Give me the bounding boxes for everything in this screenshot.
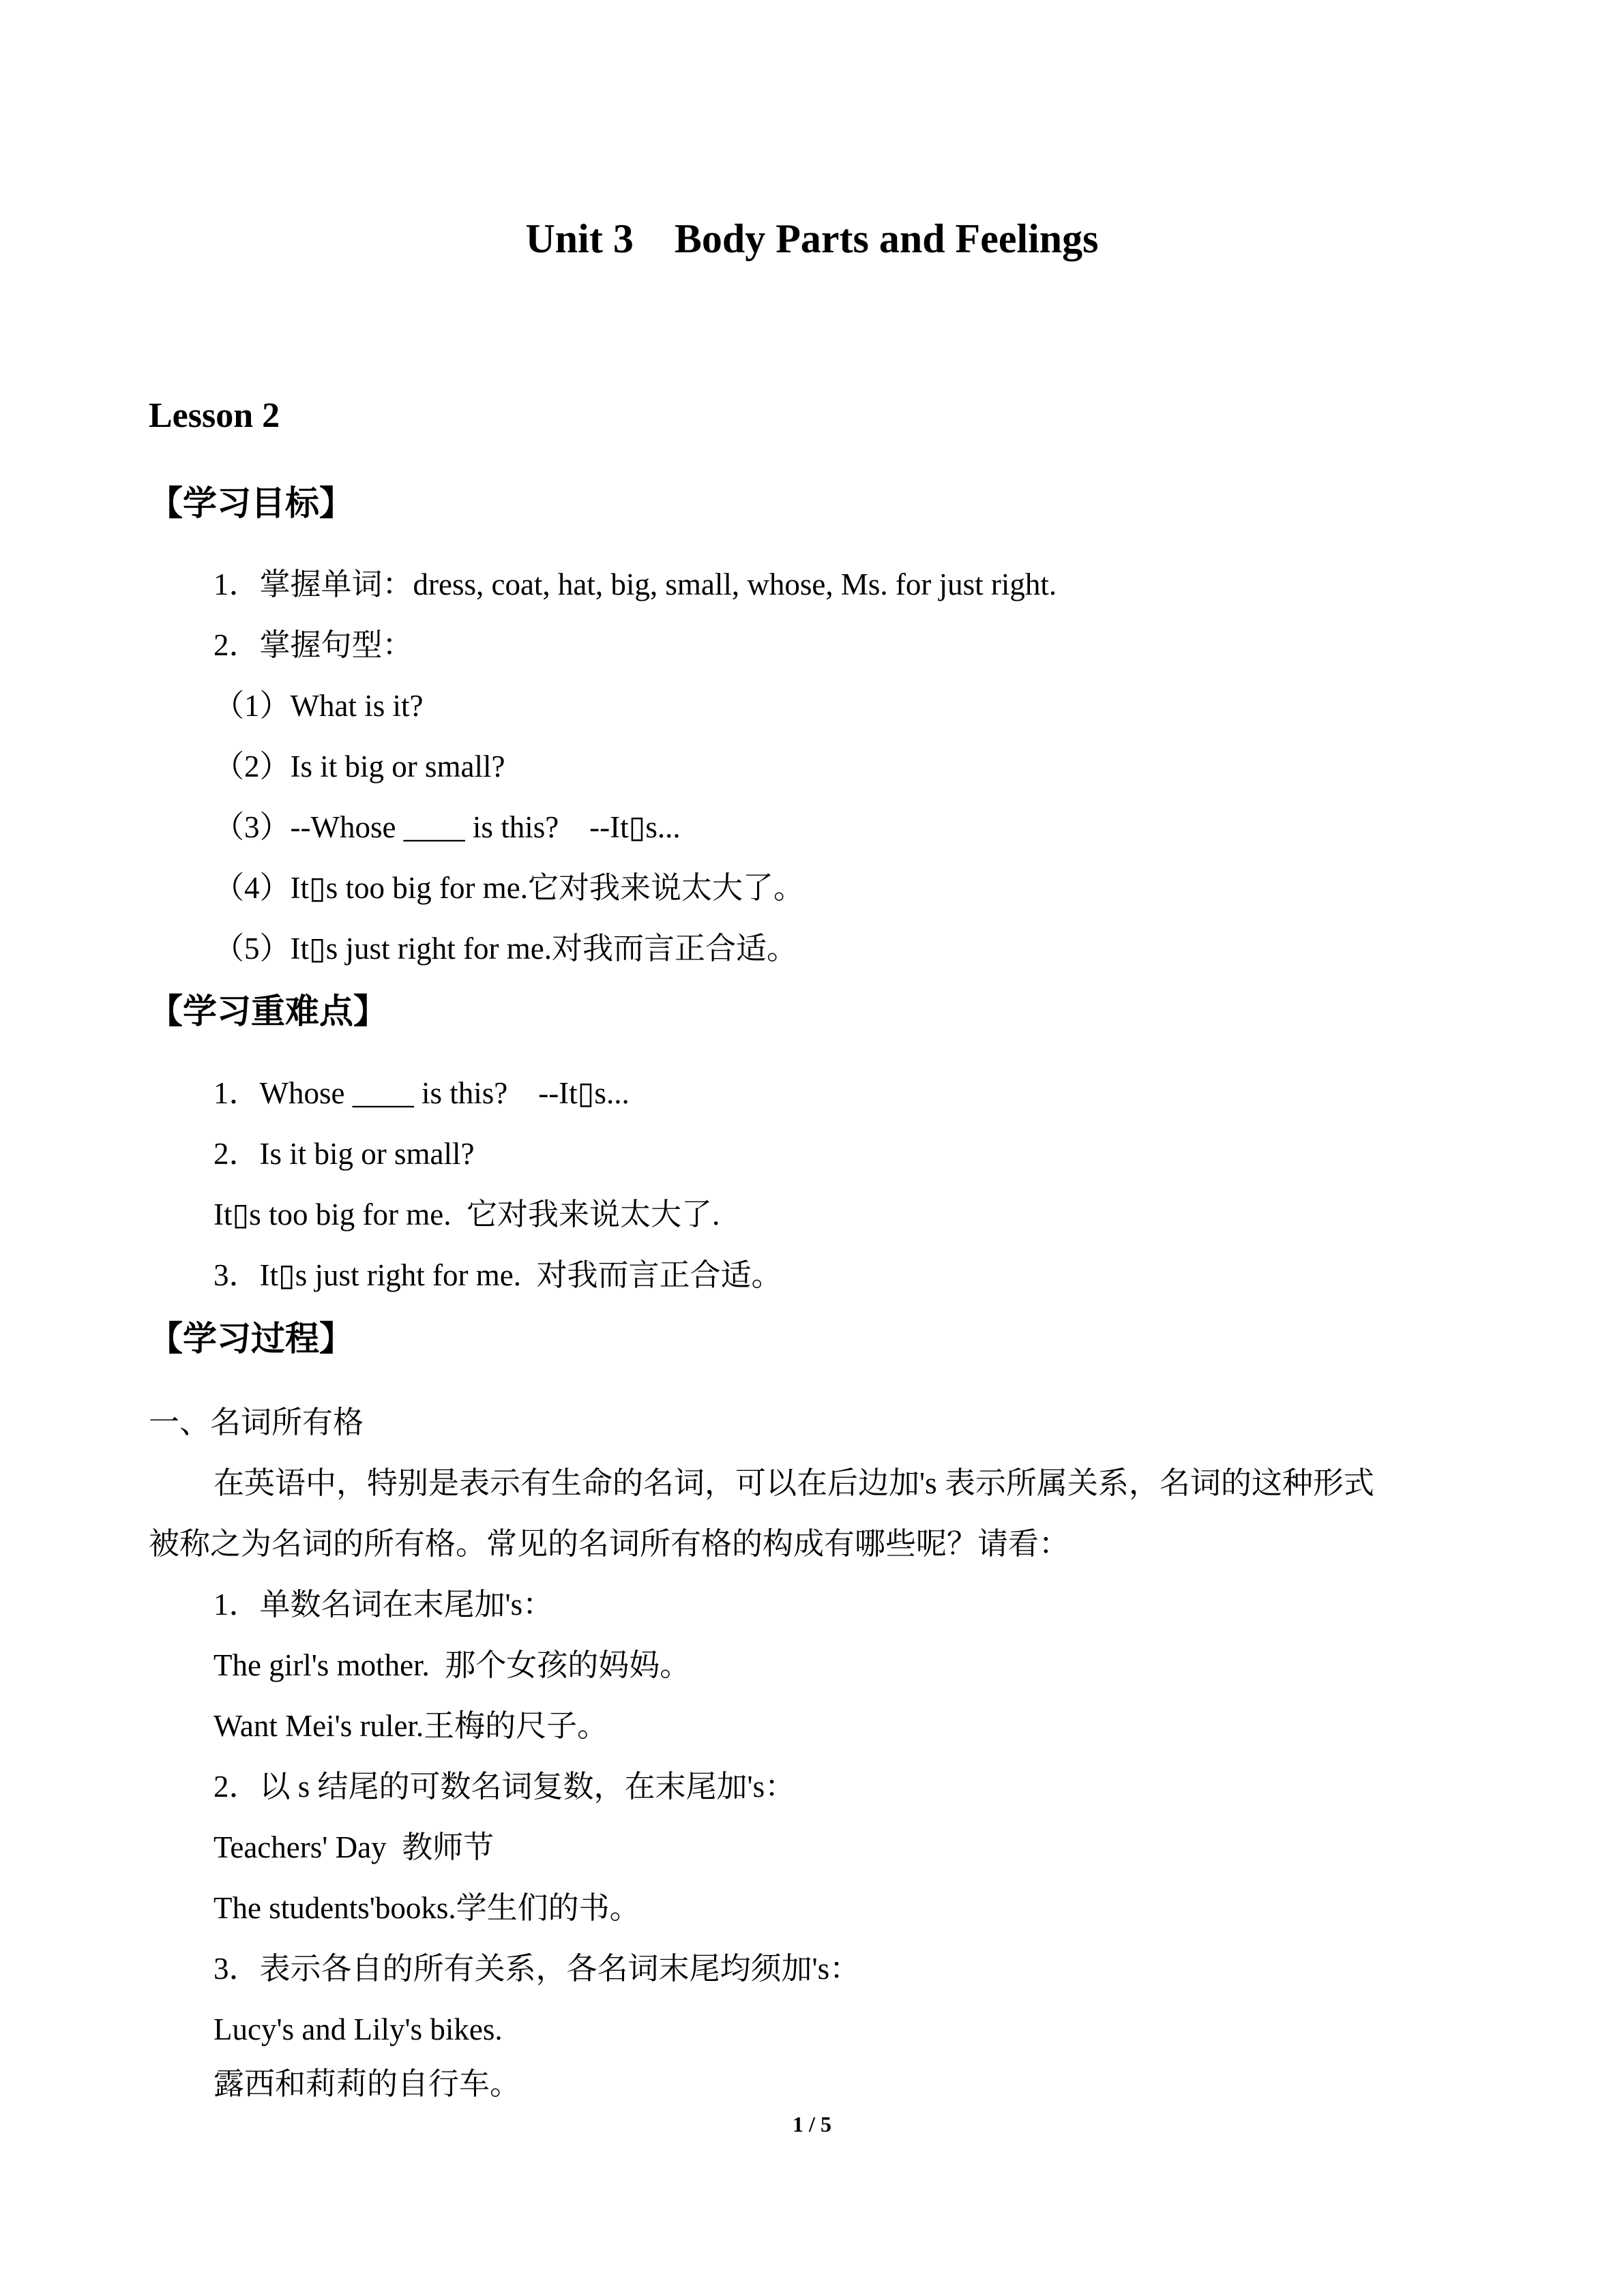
process-line: The students'books.学生们的书。 [213,1891,640,1925]
objective-line: （5）It▯s just right for me.对我而言正合适。 [213,931,797,966]
objective-line: 2．掌握句型： [213,628,413,662]
document-title: Unit 3 Body Parts and Feelings [525,216,1099,261]
key-point-line: 1．Whose ____ is this? --It▯s... [213,1076,630,1110]
paragraph-line: 被称之为名词的所有格。常见的名词所有格的构成有哪些呢？请看： [149,1527,1070,1561]
objective-line: （2）Is it big or small? [213,749,505,784]
page-number: 1 / 5 [793,2112,831,2136]
process-line: The girl's mother. 那个女孩的妈妈。 [213,1648,691,1682]
process-line: Teachers' Day 教师节 [213,1830,494,1864]
section-heading-process: 【学习过程】 [149,1319,353,1358]
objective-line: （1）What is it? [213,689,424,723]
key-point-line: 2．Is it big or small? [213,1137,475,1171]
process-line: Lucy's and Lily's bikes. [213,2012,503,2046]
objective-line: （3）--Whose ____ is this? --It▯s... [213,810,681,844]
key-point-line: It▯s too big for me. 它对我来说太大了. [213,1197,720,1232]
section-heading-key-points: 【学习重难点】 [149,992,387,1031]
process-line: 1．单数名词在末尾加's： [213,1587,554,1622]
section-heading-objectives: 【学习目标】 [149,483,353,523]
paragraph-line: 在英语中，特别是表示有生命的名词，可以在后边加's 表示所属关系，名词的这种形式 [213,1466,1374,1500]
objective-line: 1．掌握单词：dress, coat, hat, big, small, whose, Ms. for just right. [213,567,1057,601]
key-point-line: 3．It▯s just right for me. 对我而言正合适。 [213,1258,782,1292]
process-line: 露西和莉莉的自行车。 [213,2067,521,2101]
process-line: Want Mei's ruler.王梅的尺子。 [213,1709,608,1743]
lesson-heading: Lesson 2 [149,396,280,435]
subheading-possessive: 一、名词所有格 [149,1405,364,1440]
objective-line: （4）It▯s too big for me.它对我来说太大了。 [213,871,804,905]
process-line: 3．表示各自的所有关系，各名词末尾均须加's： [213,1952,861,1986]
process-line: 2．以 s 结尾的可数名词复数，在末尾加's： [213,1770,796,1804]
